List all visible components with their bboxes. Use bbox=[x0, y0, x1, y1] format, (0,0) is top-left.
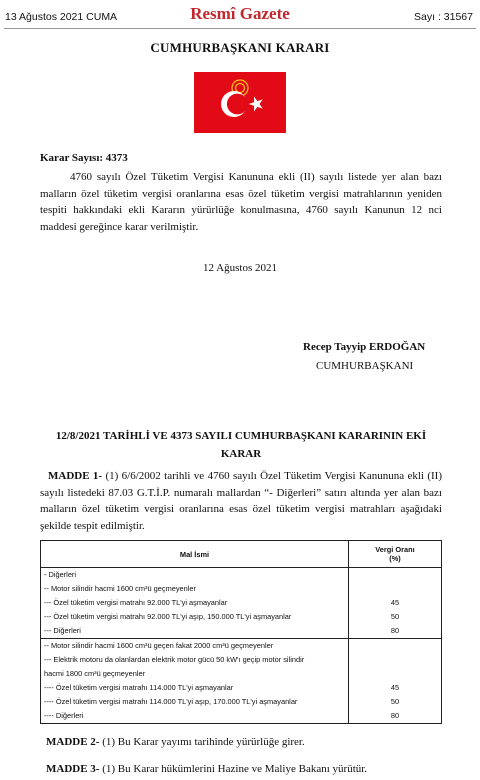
article-3-text: (1) Bu Karar hükümlerini Hazine ve Maliye Bakanı yürütür. bbox=[99, 763, 368, 775]
row-1-rates bbox=[349, 568, 442, 639]
tax-rate-table bbox=[40, 540, 442, 724]
rate-value bbox=[352, 653, 438, 667]
rate-value bbox=[352, 568, 438, 582]
rate-value: 45 bbox=[390, 598, 400, 607]
header-divider bbox=[4, 28, 476, 29]
item-label: --- Diğerleri bbox=[44, 626, 81, 635]
gazette-name: Resmî Gazete bbox=[190, 4, 290, 23]
signatory-name: Recep Tayyip ERDOĞAN bbox=[303, 341, 426, 353]
item-label: --- Özel tüketim vergisi matrahı 92.000 TL'yi aşmayanlar bbox=[44, 598, 228, 607]
rate-value: 50 bbox=[390, 697, 400, 706]
row-2-items bbox=[41, 639, 349, 724]
article-2-label: MADDE 2- bbox=[46, 736, 100, 748]
table-row bbox=[41, 639, 442, 724]
decision-number: Karar Sayısı: 4373 bbox=[40, 152, 128, 164]
item-label: ---- Özel tüketim vergisi matrahı 114.000 TL'yi aşıp, 170.000 TL'yi aşmayanlar bbox=[44, 697, 298, 706]
col-header-name: Mal İsmi bbox=[41, 541, 349, 568]
article-1-label: MADDE 1- bbox=[48, 470, 103, 482]
item-label: ---- Diğerleri bbox=[44, 711, 84, 720]
rate-value bbox=[352, 582, 438, 596]
table-row bbox=[41, 568, 442, 639]
row-2-rates bbox=[349, 639, 442, 724]
annex-title: 12/8/2021 TARİHLİ VE 4373 SAYILI CUMHURBAŞKANI KARARININ EKİ KARAR bbox=[55, 430, 427, 460]
gazette-header bbox=[0, 6, 480, 28]
article-3 bbox=[46, 763, 367, 775]
issue-number: Sayı : 31567 bbox=[414, 11, 473, 23]
issue-date: 13 Ağustos 2021 CUMA bbox=[5, 11, 118, 23]
item-label: - Diğerleri bbox=[44, 570, 77, 579]
article-1-text: (1) 6/6/2002 tarihli ve 4760 sayılı Özel Tüketim Vergisi Kanununa ekli (II) sayılı listedeki 87.03 G.T.İ.P. numaralı mallardan “- Diğerleri” satırı altında yer alan bazı malların özel tüketim vergisi oranlarına esas özel tüketim vergisi matrahları aşağıdaki şekilde tespit edilmiştir. bbox=[40, 470, 442, 532]
row-1-items bbox=[41, 568, 349, 639]
item-label: --- Özel tüketim vergisi matrahı 92.000 TL'yi aşıp, 150.000 TL'yi aşmayanlar bbox=[44, 612, 292, 621]
item-label: --- Elektrik motoru da olanlardan elektrik motor gücü 50 kW'ı geçip motor silindir bbox=[44, 655, 305, 664]
article-2-text: (1) Bu Karar yayımı tarihinde yürürlüğe girer. bbox=[99, 736, 305, 748]
signatory-title: CUMHURBAŞKANI bbox=[316, 360, 414, 372]
item-label: ---- Özel tüketim vergisi matrahı 114.000 TL'yi aşmayanlar bbox=[44, 683, 234, 692]
rate-value: 80 bbox=[390, 711, 400, 720]
rate-value bbox=[352, 667, 438, 681]
item-label: hacmi 1800 cm³ü geçmeyenler bbox=[44, 669, 146, 678]
article-2 bbox=[46, 736, 305, 748]
article-3-label: MADDE 3- bbox=[46, 763, 100, 775]
rate-value bbox=[352, 639, 438, 653]
rate-value: 80 bbox=[390, 626, 400, 635]
rate-value: 50 bbox=[390, 612, 400, 621]
turkish-flag-icon bbox=[194, 72, 286, 133]
decision-date: 12 Ağustos 2021 bbox=[203, 262, 277, 274]
rate-value: 45 bbox=[390, 683, 400, 692]
article-1 bbox=[40, 468, 442, 534]
item-label: -- Motor silindir hacmi 1600 cm³ü geçen fakat 2000 cm³ü geçmeyenler bbox=[44, 641, 274, 650]
item-label: -- Motor silindir hacmi 1600 cm³ü geçmeyenler bbox=[44, 584, 196, 593]
page-title: CUMHURBAŞKANI KARARI bbox=[150, 40, 330, 55]
col-header-rate: Vergi Oranı (%) bbox=[349, 541, 442, 568]
intro-paragraph: 4760 sayılı Özel Tüketim Vergisi Kanununa ekli (II) sayılı listede yer alan bazı malların özel tüketim vergisi oranlarına esas özel tüketim vergisi matrahlarının yeniden tespiti hakkındaki ekli Kararın yürürlüğe konulmasına, 4760 sayılı Kanunun 12 nci maddesi gereğince karar verilmiştir. bbox=[40, 171, 442, 233]
